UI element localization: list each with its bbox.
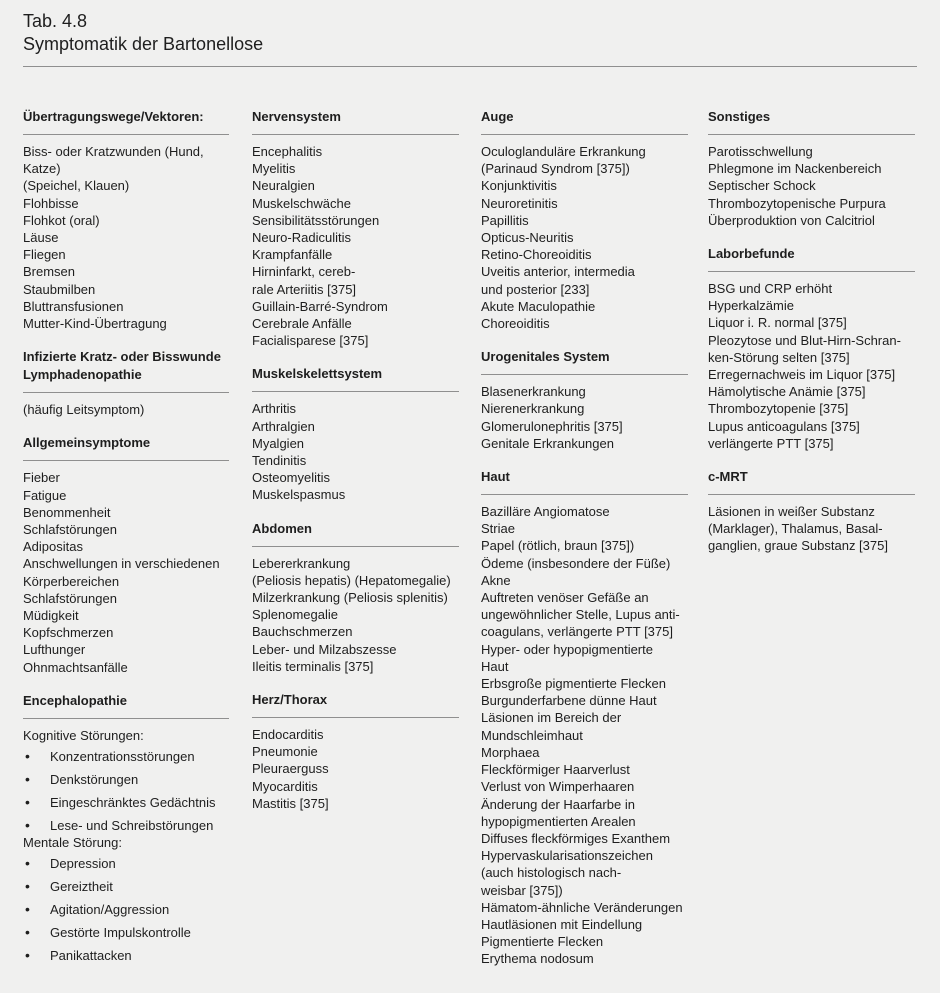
list-item: Leber- und Milzabszesse [252, 641, 397, 657]
list-item: Staubmilben [23, 281, 96, 297]
section-divider [481, 134, 688, 135]
list-item: Liquor i. R. normal [375] [708, 315, 847, 331]
section-heading-line: Übertragungswege/Vektoren: [23, 109, 204, 124]
list-item: Muskelspasmus [252, 487, 346, 503]
list-item: Diffuses fleckförmiges Exanthem [481, 830, 671, 846]
list-item: Hyperkalzämie [708, 298, 794, 314]
bullet-item: • Gereiztheit [23, 878, 229, 895]
list-item: Papel (rötlich, braun [375]) [481, 538, 635, 554]
list-item: Akute Maculopathie [481, 298, 596, 314]
list-item: Hämatom-ähnliche Veränderungen [481, 899, 683, 915]
list-item: BSG und CRP erhöht [708, 281, 833, 297]
list-item: Ileitis terminalis [375] [252, 658, 374, 674]
table-number: Tab. 4.8 [23, 11, 88, 31]
item-list [23, 469, 229, 675]
list-item: Neuralgien [252, 178, 315, 194]
list-item: (häufig Leitsymptom) [23, 402, 145, 418]
list-item: ungewöhnlicher Stelle, Lupus anti- [481, 607, 680, 623]
list-item: Schlafstörungen [23, 590, 117, 606]
list-item: Lebererkrankung [252, 555, 351, 571]
item-list [708, 280, 915, 452]
item-list [252, 555, 459, 675]
item-list [708, 503, 915, 555]
section-heading [708, 245, 915, 263]
list-item: Verlust von Wimperhaaren [481, 779, 635, 795]
section-heading-line: Nervensystem [252, 109, 341, 124]
list-item: und posterior [233] [481, 281, 590, 297]
list-item: (Parinaud Syndrom [375]) [481, 161, 630, 177]
list-item: (Speichel, Klauen) [23, 178, 130, 194]
section-divider [252, 717, 459, 718]
list-item: rale Arteriitis [375] [252, 281, 357, 297]
bullet-item: • Agitation/Aggression [23, 901, 229, 918]
list-item: Ödeme (insbesondere der Füße) [481, 555, 671, 571]
section-heading [23, 108, 229, 126]
list-item: Myocarditis [252, 778, 318, 794]
section-herz-thorax [252, 691, 459, 812]
section-abdomen [252, 520, 459, 675]
list-item: Thrombozytopenische Purpura [708, 195, 886, 211]
list-item: Pneumonie [252, 744, 318, 760]
section-heading-line: Muskelskelettsystem [252, 366, 383, 382]
list-item: Anschwellungen in verschiedenen [23, 556, 220, 572]
column-organ-systems [252, 108, 459, 828]
section-heading [23, 692, 229, 710]
section-laborbefunde [708, 245, 915, 452]
list-item: Muskelschwäche [252, 195, 351, 211]
list-item: Adipositas [23, 539, 83, 555]
bullet-item: • Gestörte Impulskontrolle [23, 924, 229, 941]
list-item: Parotisschwellung [708, 144, 813, 159]
list-item: Septischer Schock [708, 178, 816, 194]
section-heading-line: Allgemeinsymptome [23, 435, 151, 451]
list-item: Läuse [23, 230, 59, 246]
list-item: Pigmentierte Flecken [481, 934, 604, 950]
section-heading [708, 108, 915, 126]
list-item: Tendinitis [252, 453, 307, 469]
list-item: Phlegmone im Nackenbereich [708, 161, 882, 177]
list-item: Arthralgien [252, 418, 315, 434]
section-heading [252, 365, 459, 383]
list-item: Bauchschmerzen [252, 624, 353, 640]
item-list [252, 143, 459, 349]
bullet-item: • Konzentrationsstörungen [23, 748, 229, 765]
list-item: Erythema nodosum [481, 951, 594, 967]
list-item: Erregernachweis im Liquor [375] [708, 367, 896, 383]
list-item: Krampfanfälle [252, 247, 333, 263]
list-item: (Peliosis hepatis) (Hepatomegalie) [252, 572, 451, 588]
list-item: Hirninfarkt, cereb- [252, 264, 356, 280]
list-item: Fleckförmiger Haarverlust [481, 762, 630, 778]
bullet-list-cognitive [23, 748, 229, 834]
list-item: ganglien, graue Substanz [375] [708, 538, 888, 554]
section-divider [23, 460, 229, 461]
section-divider [23, 392, 229, 393]
section-haut [481, 468, 688, 967]
section-heading [252, 520, 459, 538]
section-divider [252, 546, 459, 547]
list-item: (auch histologisch nach- [481, 865, 622, 881]
section-heading-line: Lymphadenopathie [23, 367, 142, 383]
list-item: Osteomyelitis [252, 470, 331, 486]
list-item: Benommenheit [23, 504, 111, 520]
column-eye-uro-skin [481, 108, 688, 984]
section-muskelskelettsystem [252, 365, 459, 503]
section-nervensystem [252, 108, 459, 349]
bullet-list-mental [23, 855, 229, 964]
list-item: Burgunderfarbene dünne Haut [481, 693, 657, 709]
list-item: Encephalitis [252, 144, 323, 159]
bullet-item: • Lese- und Schreibstörungen [23, 817, 229, 834]
list-item: Glomerulonephritis [375] [481, 418, 623, 434]
section-heading [23, 434, 229, 452]
sub-label-mental: Mentale Störung: [23, 835, 123, 851]
table-title: Symptomatik der Bartonellose [23, 34, 264, 54]
section-heading-line: c-MRT [708, 469, 748, 485]
list-item: Körperbereichen [23, 573, 120, 589]
bullet-item: • Depression [23, 855, 229, 872]
item-list [23, 401, 229, 418]
section-heading-line: Infizierte Kratz- oder Bisswunde [23, 349, 221, 365]
section-divider [708, 134, 915, 135]
list-item: (Marklager), Thalamus, Basal- [708, 521, 883, 537]
list-item: Überproduktion von Calcitriol [708, 212, 875, 228]
item-list [481, 143, 688, 332]
list-item: Bluttransfusionen [23, 298, 124, 314]
section-heading [252, 108, 459, 126]
list-item: Myalgien [252, 435, 305, 451]
section-divider [252, 391, 459, 392]
section-encephalopathie [23, 692, 229, 965]
list-item: Genitale Erkrankungen [481, 435, 614, 451]
list-item: verlängerte PTT [375] [708, 435, 834, 451]
list-item: Oculoglanduläre Erkrankung [481, 144, 646, 159]
list-item: Sensibilitätsstörungen [252, 212, 380, 228]
column-transmission-general [23, 108, 229, 970]
list-item: Bazilläre Angiomatose [481, 504, 610, 520]
item-list [252, 400, 459, 503]
section-heading-line: Haut [481, 469, 510, 485]
list-item: Neuro-Radiculitis [252, 230, 351, 246]
section-heading-line: Sonstiges [708, 109, 771, 124]
section-heading [481, 348, 688, 366]
list-item: Fatigue [23, 487, 67, 503]
list-item: Arthritis [252, 401, 297, 417]
list-item: Fliegen [23, 247, 66, 263]
list-item: Mutter-Kind-Übertragung [23, 316, 167, 332]
list-item: Cerebrale Anfälle [252, 316, 352, 332]
list-item: Nierenerkrankung [481, 401, 585, 417]
list-item: Mastitis [375] [252, 795, 329, 811]
list-item: Morphaea [481, 744, 540, 760]
section-heading [481, 468, 688, 486]
section-heading [708, 468, 915, 486]
list-item: Blasenerkrankung [481, 384, 586, 400]
section-heading [23, 348, 229, 384]
list-item: weisbar [375]) [481, 882, 563, 898]
list-item: Haut [481, 658, 509, 674]
list-item: Schlafstörungen [23, 522, 117, 538]
list-item: Retino-Choreoiditis [481, 247, 592, 263]
list-item: Pleozytose und Blut-Hirn-Schran- [708, 332, 901, 348]
section-heading [481, 108, 688, 126]
list-item: hypopigmentierten Arealen [481, 813, 636, 829]
section-auge [481, 108, 688, 332]
list-item: Striae [481, 521, 515, 537]
list-item: Lupus anticoagulans [375] [708, 418, 860, 434]
list-item: Kopfschmerzen [23, 625, 114, 641]
list-item: ken-Störung selten [375] [708, 349, 850, 365]
item-list [23, 143, 229, 332]
item-list [481, 503, 688, 967]
list-item: Katze) [23, 161, 61, 177]
table-caption [23, 10, 917, 55]
section-heading [252, 691, 459, 709]
section-heading-line: Encephalopathie [23, 692, 128, 708]
section-divider [23, 718, 229, 719]
title-divider [23, 66, 917, 67]
bullet-item: • Eingeschränktes Gedächtnis [23, 794, 229, 811]
section-infizierte-kratz-oder-bisswunde [23, 348, 229, 418]
list-item: Myelitis [252, 161, 296, 177]
bullet-item: • Denkstörungen [23, 771, 229, 788]
list-item: Splenomegalie [252, 607, 339, 623]
list-item: Biss- oder Kratzwunden (Hund, [23, 144, 204, 159]
section-heading-line: Herz/Thorax [252, 692, 328, 708]
section-heading-line: Laborbefunde [708, 246, 795, 262]
list-item: Hautläsionen mit Eindellung [481, 916, 643, 932]
list-item: Auftreten venöser Gefäße an [481, 590, 649, 606]
list-item: Hyper- oder hypopigmentierte [481, 641, 653, 657]
list-item: Milzerkrankung (Peliosis splenitis) [252, 590, 448, 606]
section-heading-line: Abdomen [252, 520, 312, 536]
list-item: Ohnmachtsanfälle [23, 659, 128, 675]
list-item: Konjunktivitis [481, 178, 557, 194]
list-item: Müdigkeit [23, 608, 79, 624]
list-item: Choreoiditis [481, 316, 550, 332]
section-divider [481, 374, 688, 375]
section-heading-line: Urogenitales System [481, 349, 610, 365]
bullet-item: • Panikattacken [23, 947, 229, 964]
section-divider [708, 271, 915, 272]
list-item: Opticus-Neuritis [481, 230, 574, 246]
list-item: Papillitis [481, 212, 529, 228]
item-list [708, 143, 915, 229]
section-uebertragungswege-vektoren [23, 108, 229, 332]
item-list [252, 726, 459, 812]
list-item: Thrombozytopenie [375] [708, 401, 849, 417]
list-item: Mundschleimhaut [481, 727, 583, 743]
list-item: Läsionen in weißer Substanz [708, 504, 875, 520]
list-item: Neuroretinitis [481, 195, 558, 211]
list-item: Hypervaskularisationszeichen [481, 848, 653, 864]
section-divider [23, 134, 229, 135]
item-list [481, 383, 688, 452]
list-item: Flohbisse [23, 195, 79, 211]
list-item: Änderung der Haarfarbe in [481, 796, 635, 812]
section-sonstiges [708, 108, 915, 229]
section-c-mrt [708, 468, 915, 555]
section-allgemeinsymptome [23, 434, 229, 675]
column-other-lab-mri [708, 108, 915, 571]
section-heading-line: Auge [481, 109, 514, 124]
list-item: coagulans, verlängerte PTT [375] [481, 624, 673, 640]
list-item: Lufthunger [23, 642, 86, 658]
list-item: Endocarditis [252, 727, 324, 743]
list-item: Bremsen [23, 264, 76, 280]
list-item: Läsionen im Bereich der [481, 710, 622, 726]
section-divider [708, 494, 915, 495]
sub-label-cognitive: Kognitive Störungen: [23, 727, 144, 743]
list-item: Flohkot (oral) [23, 212, 100, 228]
list-item: Fieber [23, 470, 60, 486]
section-urogenitales-system [481, 348, 688, 452]
list-item: Hämolytische Anämie [375] [708, 384, 866, 400]
list-item: Pleuraerguss [252, 761, 329, 777]
section-divider [252, 134, 459, 135]
list-item: Erbsgroße pigmentierte Flecken [481, 676, 666, 692]
list-item: Facialisparese [375] [252, 333, 369, 349]
section-divider [481, 494, 688, 495]
list-item: Akne [481, 572, 511, 588]
list-item: Uveitis anterior, intermedia [481, 264, 635, 280]
list-item: Guillain-Barré-Syndrom [252, 298, 388, 314]
